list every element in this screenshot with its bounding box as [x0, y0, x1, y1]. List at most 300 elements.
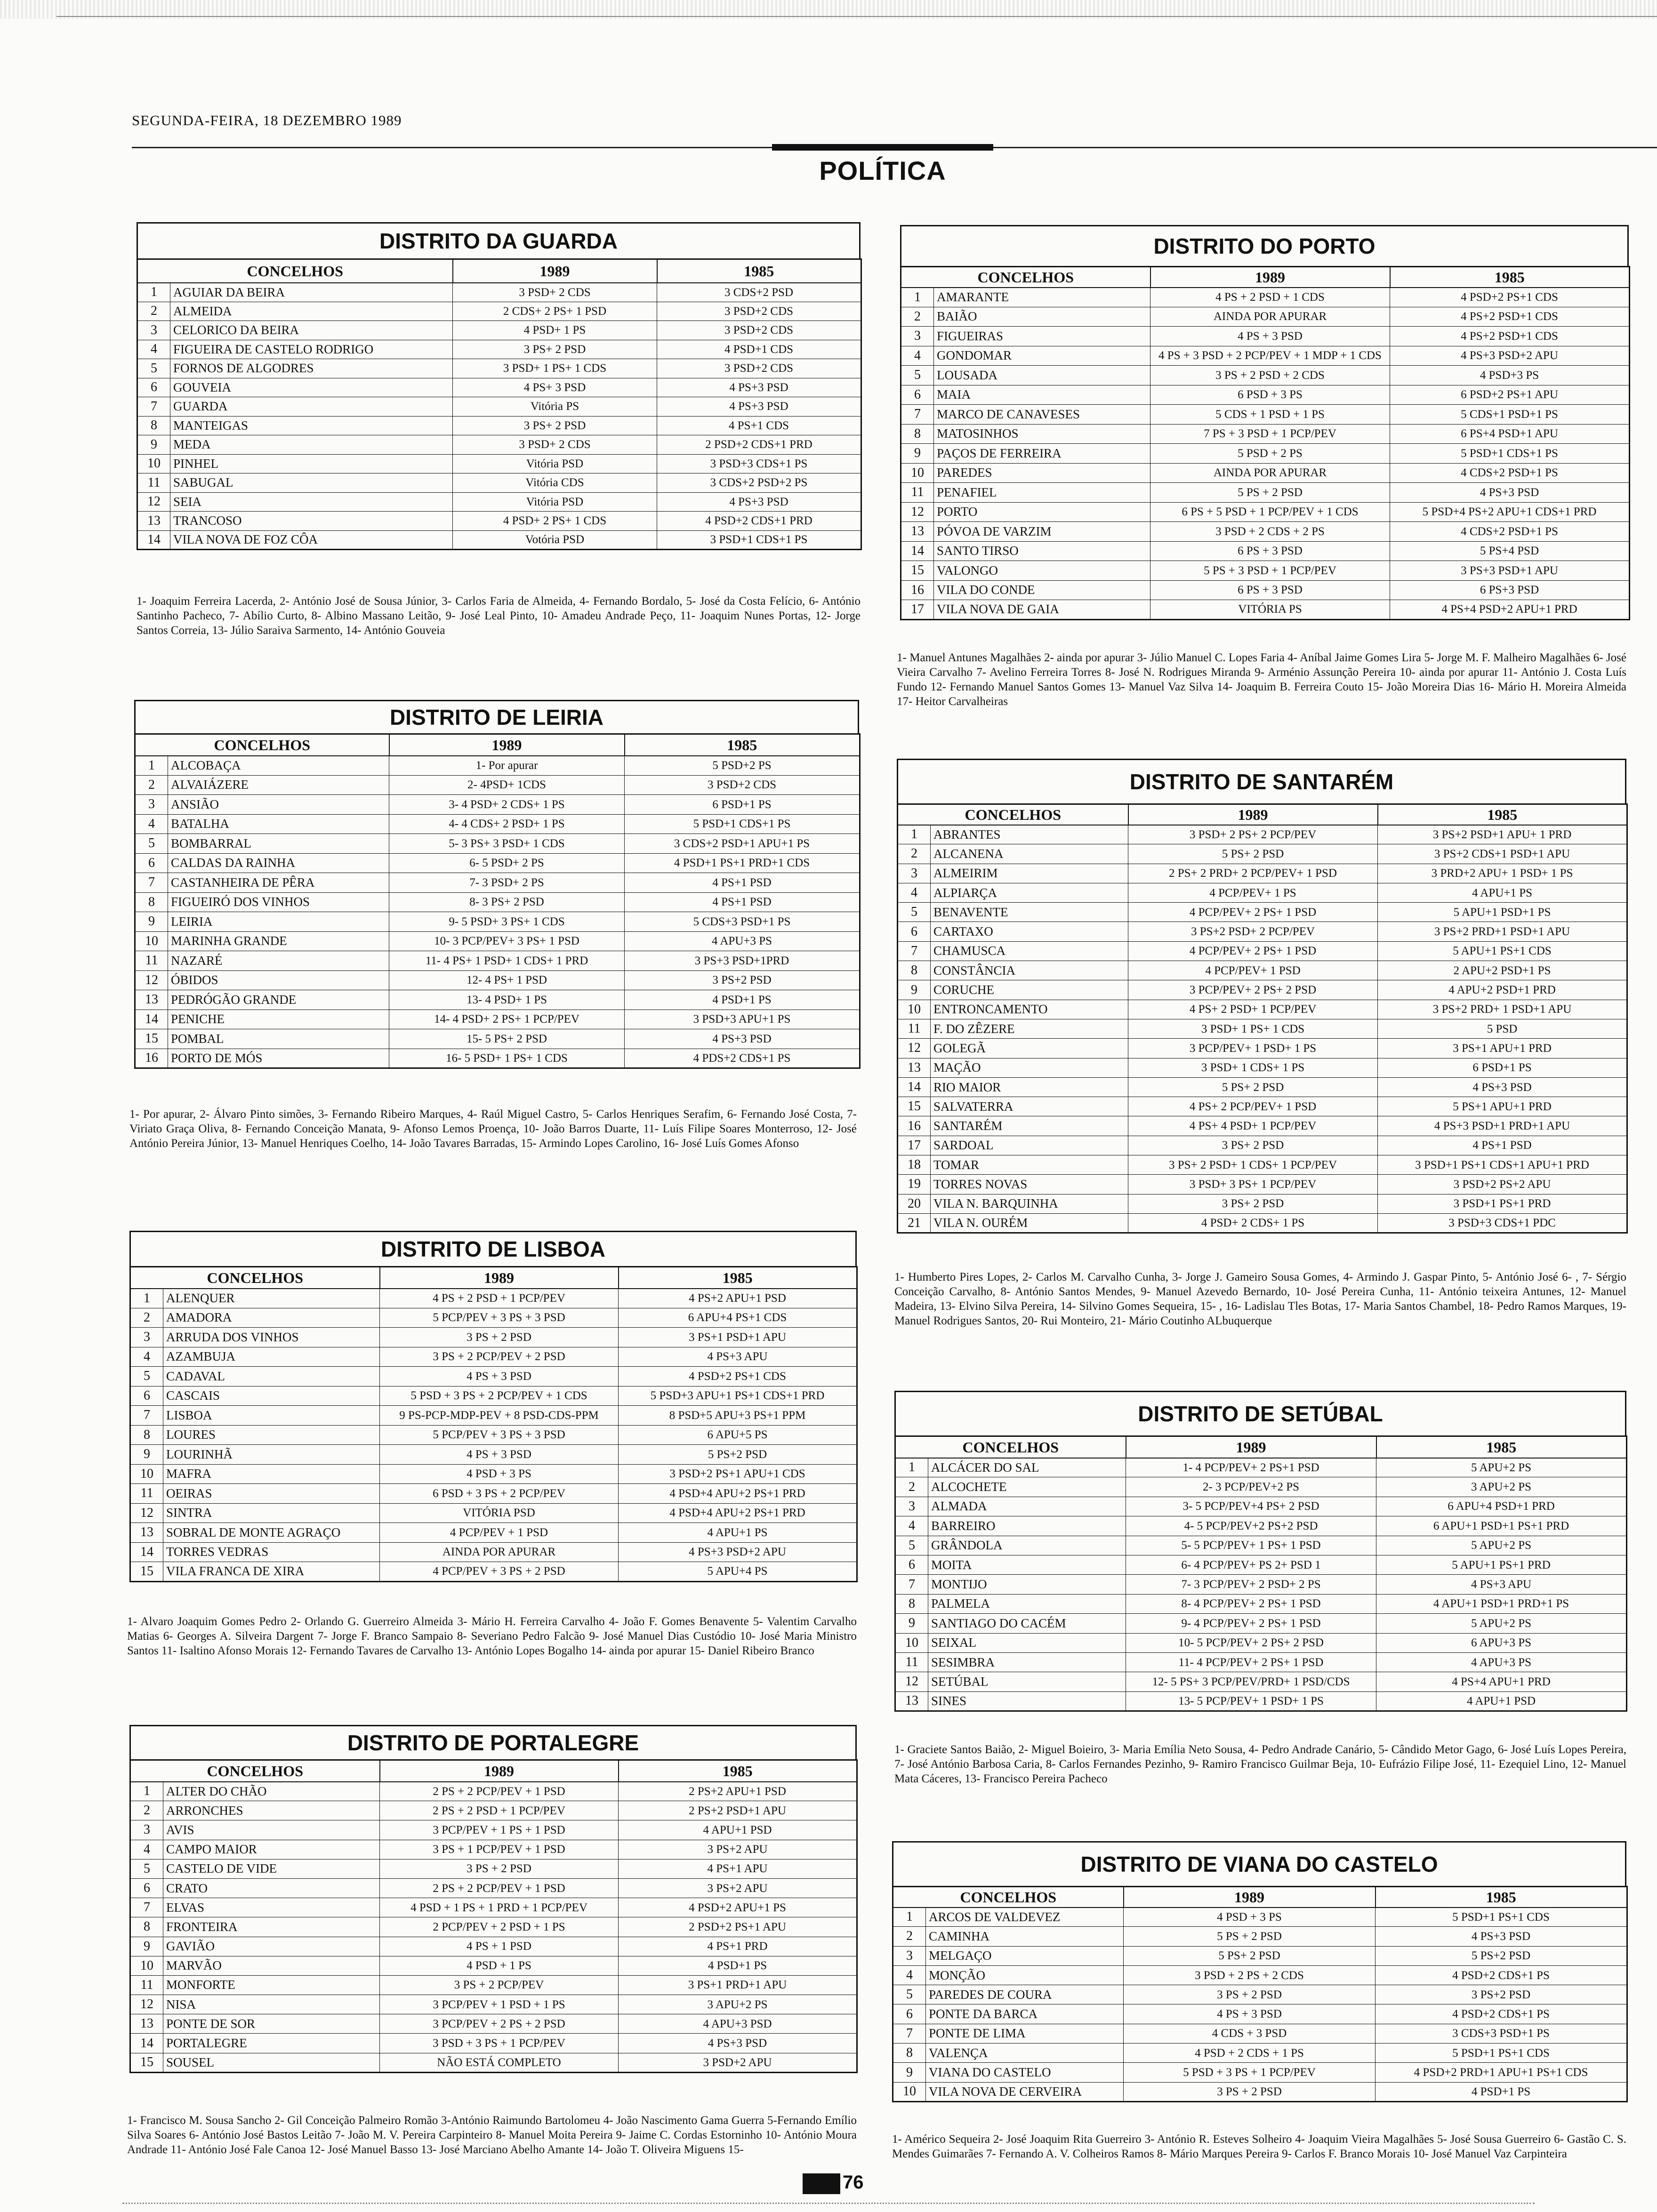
result-1985: 3 PSD+2 PS+2 APU — [1378, 1175, 1627, 1194]
row-number: 12 — [137, 492, 170, 512]
result-1985: 4 PS+1 APU — [619, 1859, 857, 1878]
concelho-name: SETÚBAL — [928, 1672, 1126, 1691]
row-number: 11 — [901, 483, 934, 503]
concelho-name: PALMELA — [928, 1594, 1126, 1613]
table-row — [895, 1575, 1627, 1594]
concelho-name: PONTE DE LIMA — [926, 2024, 1124, 2043]
result-1989: 5 PS+ 2 PSD — [1124, 1946, 1375, 1965]
concelho-name: CHAMUSCA — [931, 941, 1128, 961]
result-1985: 3 PSD+1 CDS+1 PS — [657, 530, 861, 550]
concelho-name: SANTO TIRSO — [934, 541, 1150, 561]
result-1989: 4 PS + 2 PSD + 1 CDS — [1150, 288, 1390, 307]
table-row — [135, 892, 860, 912]
result-1985: 4 PSD+1 PS — [625, 990, 860, 1010]
row-number: 6 — [898, 922, 931, 941]
result-1985: 2 PS+2 PSD+1 APU — [619, 1801, 857, 1820]
result-1989: 11- 4 PS+ 1 PSD+ 1 CDS+ 1 PRD — [389, 951, 625, 971]
result-1989: 3 PS+ 2 PSD+ 1 CDS+ 1 PCP/PEV — [1128, 1155, 1378, 1175]
result-1985: 6 APU+5 PS — [619, 1425, 857, 1445]
result-1989: 4 PS+ 2 PSD+ 1 PCP/PEV — [1128, 1000, 1378, 1019]
result-1985: 5 PS+2 PSD — [619, 1445, 857, 1465]
concelho-name: PAREDES DE COURA — [926, 1985, 1124, 2004]
row-number: 14 — [135, 1010, 168, 1029]
concelho-name: GAVIÃO — [163, 1937, 380, 1956]
table-row — [901, 424, 1630, 444]
table-row — [901, 444, 1630, 464]
concelho-name: CALDAS DA RAINHA — [168, 853, 389, 873]
result-1989: 2 CDS+ 2 PS+ 1 PSD — [453, 302, 657, 321]
concelho-name: MARCO DE CANAVESES — [934, 405, 1150, 425]
concelho-name: ALMEIDA — [170, 302, 453, 321]
concelho-name: RIO MAIOR — [931, 1077, 1128, 1097]
row-number: 6 — [137, 378, 170, 397]
result-1985: 2 PS+2 APU+1 PSD — [619, 1782, 857, 1801]
table-row — [898, 1194, 1627, 1213]
result-1985: 4 PS+3 APU — [619, 1347, 857, 1367]
row-number: 9 — [895, 1614, 928, 1633]
result-1989: 3 PSD+ 1 CDS+ 1 PS — [1128, 1058, 1378, 1077]
row-number: 4 — [901, 346, 934, 366]
concelho-name: ALMADA — [928, 1497, 1126, 1516]
concelho-name: CASTANHEIRA DE PÊRA — [168, 873, 389, 893]
row-number: 5 — [137, 359, 170, 378]
concelho-name: LOUSADA — [934, 366, 1150, 385]
table-row — [901, 405, 1630, 425]
concelho-name: ARRONCHES — [163, 1801, 380, 1820]
concelho-name: ALTER DO CHÃO — [163, 1782, 380, 1801]
row-number: 9 — [137, 435, 170, 455]
results-table — [894, 1435, 1627, 1712]
result-1989: 3 PS + 2 PCP/PEV — [380, 1975, 619, 1995]
th-concelhos: CONCELHOS — [130, 1267, 380, 1289]
result-1985: 4 PS+3 PSD — [657, 397, 861, 417]
row-number: 21 — [898, 1213, 931, 1233]
concelho-name: BATALHA — [168, 814, 389, 834]
result-1989: 7 PS + 3 PSD + 1 PCP/PEV — [1150, 424, 1390, 444]
row-number: 3 — [130, 1328, 163, 1347]
result-1985: 5 PS+1 APU+1 PRD — [1378, 1097, 1627, 1116]
row-number: 1 — [893, 1907, 926, 1927]
row-number: 9 — [898, 980, 931, 1000]
table-row — [135, 970, 860, 990]
result-1985: 3 PSD+3 APU+1 PS — [625, 1010, 860, 1029]
concelho-name: LISBOA — [163, 1406, 380, 1426]
section-title: POLÍTICA — [819, 156, 946, 185]
row-number: 14 — [130, 1542, 163, 1562]
th-1985: 1985 — [619, 1267, 857, 1289]
result-1985: 3 PS+1 APU+1 PRD — [1378, 1039, 1627, 1058]
table-row — [901, 385, 1630, 405]
result-1985: 4 PS+3 PSD+1 PRD+1 APU — [1378, 1116, 1627, 1136]
row-number: 8 — [895, 1594, 928, 1613]
concelho-name: GONDOMAR — [934, 346, 1150, 366]
result-1989: 3 PCP/PEV+ 1 PSD+ 1 PS — [1128, 1039, 1378, 1058]
row-number: 7 — [135, 873, 168, 893]
row-number: 8 — [137, 416, 170, 435]
result-1985: 4 PSD+2 PRD+1 APU+1 PS+1 CDS — [1375, 2063, 1627, 2082]
result-1985: 4 APU+1 PSD+1 PRD+1 PS — [1376, 1594, 1627, 1613]
table-row — [137, 397, 861, 417]
result-1989: 2 PS + 2 PSD + 1 PCP/PEV — [380, 1801, 619, 1820]
result-1985: 4 PS+3 PSD — [657, 378, 861, 397]
result-1989: 4 PCP/PEV+ 2 PS+ 1 PSD — [1128, 903, 1378, 922]
result-1989: 3 PS+ 2 PSD — [453, 416, 657, 435]
table-row — [130, 1406, 857, 1426]
concelho-name: CRATO — [163, 1878, 380, 1898]
concelho-name: ALCOCHETE — [928, 1477, 1126, 1497]
table-row — [901, 327, 1630, 346]
result-1989: 3 PSD + 2 CDS + 2 PS — [1150, 522, 1390, 542]
result-1989: 4 PS + 3 PSD + 2 PCP/PEV + 1 MDP + 1 CDS — [1150, 346, 1390, 366]
concelho-name: CADAVAL — [163, 1367, 380, 1387]
result-1985: 4 PSD+1 PS+1 PRD+1 CDS — [625, 853, 860, 873]
row-number: 10 — [130, 1956, 163, 1975]
result-1989: 3 PSD+ 2 CDS — [453, 435, 657, 455]
table-row — [130, 1956, 857, 1975]
result-1985: 4 PSD+4 APU+2 PS+1 PRD — [619, 1484, 857, 1504]
table-row — [893, 1985, 1627, 2004]
row-number: 4 — [130, 1347, 163, 1367]
result-1989: 8- 4 PCP/PEV+ 2 PS+ 1 PSD — [1126, 1594, 1376, 1613]
result-1985: 5 APU+2 PS — [1376, 1614, 1627, 1633]
concelho-name: VILA N. OURÉM — [931, 1213, 1128, 1233]
result-1985: 4 PS+3 PSD — [1378, 1077, 1627, 1097]
result-1989: 6- 5 PSD+ 2 PS — [389, 853, 625, 873]
table-row — [137, 492, 861, 512]
row-number: 15 — [130, 1562, 163, 1582]
concelho-name: MAÇÃO — [931, 1058, 1128, 1077]
result-1985: 4 PS+3 PSD+2 APU — [619, 1542, 857, 1562]
result-1989: 3 PS+ 2 PSD — [1128, 1136, 1378, 1155]
result-1989: 2 PCP/PEV + 2 PSD + 1 PS — [380, 1917, 619, 1937]
table-header-row — [130, 1267, 857, 1289]
result-1989: 1- 4 PCP/PEV+ 2 PS+1 PSD — [1126, 1458, 1376, 1477]
concelho-name: GRÂNDOLA — [928, 1536, 1126, 1555]
result-1985: 3 PSD+2 CDS — [657, 359, 861, 378]
result-1989: 4 PCP/PEV+ 2 PS+ 1 PSD — [1128, 941, 1378, 961]
table-row — [137, 416, 861, 435]
result-1989: 5 PCP/PEV + 3 PS + 3 PSD — [380, 1308, 619, 1328]
table-row — [898, 961, 1627, 980]
result-1989: 2 PS+ 2 PRD+ 2 PCP/PEV+ 1 PSD — [1128, 864, 1378, 883]
result-1989: 8- 3 PS+ 2 PSD — [389, 892, 625, 912]
result-1985: 3 PS+2 PSD+1 APU+ 1 PRD — [1378, 825, 1627, 844]
result-1989: 4 PSD + 1 PS — [380, 1956, 619, 1975]
result-1989: 5 PCP/PEV + 3 PS + 3 PSD — [380, 1425, 619, 1445]
table-row — [895, 1614, 1627, 1633]
result-1989: Vitória PSD — [453, 454, 657, 473]
table-row — [137, 340, 861, 359]
table-row — [135, 853, 860, 873]
table-row — [137, 473, 861, 493]
concelho-name: AVIS — [163, 1820, 380, 1840]
table-row — [135, 1029, 860, 1049]
concelho-name: PEDRÓGÃO GRANDE — [168, 990, 389, 1010]
table-row — [893, 2063, 1627, 2082]
result-1989: 3 PS+2 PSD+ 2 PCP/PEV — [1128, 922, 1378, 941]
row-number: 8 — [893, 2044, 926, 2063]
result-1985: 5 PSD+1 CDS+1 PS — [625, 814, 860, 834]
result-1985: 3 APU+2 PS — [1376, 1477, 1627, 1497]
table-row — [901, 561, 1630, 581]
result-1989: 3 PS + 2 PSD — [1124, 1985, 1375, 2004]
row-number: 6 — [895, 1555, 928, 1574]
table-row — [895, 1458, 1627, 1477]
result-1989: 4 PS+ 2 PCP/PEV+ 1 PSD — [1128, 1097, 1378, 1116]
result-1985: 3 PS+3 PSD+1PRD — [625, 951, 860, 971]
result-1989: 6 PS + 3 PSD — [1150, 580, 1390, 600]
th-concelhos: CONCELHOS — [901, 267, 1150, 288]
concelho-name: VILA DO CONDE — [934, 580, 1150, 600]
result-1985: 3 PSD+2 CDS — [625, 775, 860, 795]
concelho-name: MAFRA — [163, 1464, 380, 1484]
table-header-row — [901, 267, 1630, 288]
result-1989: Votória PSD — [453, 530, 657, 550]
row-number: 2 — [895, 1477, 928, 1497]
table-row — [130, 1995, 857, 2014]
result-1985: 4 PS+3 PSD — [1375, 1927, 1627, 1946]
row-number: 9 — [130, 1445, 163, 1465]
result-1989: 5- 5 PCP/PEV+ 1 PS+ 1 PSD — [1126, 1536, 1376, 1555]
concelho-name: ABRANTES — [931, 825, 1128, 844]
result-1985: 5 PSD+1 PS+1 CDS — [1375, 2044, 1627, 2063]
table-row — [130, 2034, 857, 2053]
concelho-name: PAREDES — [934, 463, 1150, 483]
table-row — [898, 922, 1627, 941]
concelho-name: CORUCHE — [931, 980, 1128, 1000]
result-1989: 4- 4 CDS+ 2 PSD+ 1 PS — [389, 814, 625, 834]
concelho-name: GOUVEIA — [170, 378, 453, 397]
result-1985: 6 PSD+2 PS+1 APU — [1390, 385, 1630, 405]
result-1985: 3 PS+2 APU — [619, 1878, 857, 1898]
row-number: 6 — [135, 853, 168, 873]
th-1985: 1985 — [1376, 1436, 1627, 1458]
concelho-name: SABUGAL — [170, 473, 453, 493]
row-number: 10 — [130, 1464, 163, 1484]
result-1985: 4 APU+1 PS — [619, 1523, 857, 1543]
th-1985: 1985 — [1375, 1887, 1627, 1907]
row-number: 12 — [135, 970, 168, 990]
result-1985: 5 PSD+4 PS+2 APU+1 CDS+1 PRD — [1390, 502, 1630, 522]
table-row — [130, 2014, 857, 2034]
district-lisboa — [129, 1231, 857, 1582]
row-number: 4 — [893, 1965, 926, 1985]
concelho-name: SESIMBRA — [928, 1652, 1126, 1672]
row-number: 7 — [893, 2024, 926, 2043]
result-1985: 4 PS+3 PSD — [657, 492, 861, 512]
row-number: 1 — [130, 1289, 163, 1308]
row-number: 6 — [130, 1386, 163, 1406]
result-1985: 6 APU+3 PS — [1376, 1633, 1627, 1652]
result-1985: 3 CDS+3 PSD+1 PS — [1375, 2024, 1627, 2043]
row-number: 17 — [901, 600, 934, 620]
th-1989: 1989 — [453, 259, 657, 283]
concelho-name: TRANCOSO — [170, 512, 453, 531]
concelho-name: LOURINHÃ — [163, 1445, 380, 1465]
concelho-name: MAIA — [934, 385, 1150, 405]
result-1989: 4 PSD+ 1 PS — [453, 321, 657, 340]
row-number: 13 — [895, 1691, 928, 1711]
row-number: 13 — [137, 512, 170, 531]
district-title: DISTRITO DE PORTALEGRE — [129, 1725, 857, 1759]
notes-setubal: 1- Graciete Santos Baião, 2- Miguel Boieiro, 3- Maria Emília Neto Sousa, 4- Pedro Andrade Canário, 5- Cândido Metor Gago, 6- José Luís Lopes Pereira, 7- José António Barbosa Caria, 8- Carlos Fernandes Pezinho, 9- Ramiro Francisco Guilmar Beja, 10- Eufrázio Filipe José, 11- Ezequiel Lino, 12- Manuel Mata Cáceres, 13- Francisco Pereira Pacheco — [894, 1743, 1626, 1785]
result-1989: 4 PSD+ 2 CDS+ 1 PS — [1128, 1213, 1378, 1233]
row-number: 9 — [135, 912, 168, 932]
table-row — [895, 1536, 1627, 1555]
result-1985: 4 PS+1 CDS — [657, 416, 861, 435]
result-1985: 5 APU+1 PS+1 CDS — [1378, 941, 1627, 961]
result-1985: 4 PS+2 APU+1 PSD — [619, 1289, 857, 1308]
result-1989: VITÓRIA PSD — [380, 1503, 619, 1523]
concelho-name: VILA NOVA DE FOZ CÔA — [170, 530, 453, 550]
table-row — [895, 1691, 1627, 1711]
result-1989: 4 PS + 2 PSD + 1 PCP/PEV — [380, 1289, 619, 1308]
result-1989: 6 PSD + 3 PS + 2 PCP/PEV — [380, 1484, 619, 1504]
row-number: 1 — [895, 1458, 928, 1477]
concelho-name: BAIÃO — [934, 307, 1150, 327]
table-row — [130, 1367, 857, 1387]
district-setubal — [894, 1391, 1626, 1712]
table-row — [130, 1425, 857, 1445]
table-row — [130, 1820, 857, 1840]
district-leiria — [134, 700, 859, 1069]
result-1989: 13- 5 PCP/PEV+ 1 PSD+ 1 PS — [1126, 1691, 1376, 1711]
result-1989: 5 PS + 2 PSD — [1124, 1927, 1375, 1946]
concelho-name: AGUIAR DA BEIRA — [170, 283, 453, 302]
row-number: 10 — [901, 463, 934, 483]
result-1985: 3 PSD+2 APU — [619, 2053, 857, 2072]
row-number: 10 — [895, 1633, 928, 1652]
table-row — [898, 1116, 1627, 1136]
table-row — [137, 302, 861, 321]
result-1985: 4 APU+3 PS — [625, 931, 860, 951]
table-row — [898, 1097, 1627, 1116]
concelho-name: MELGAÇO — [926, 1946, 1124, 1965]
district-guarda — [137, 222, 861, 550]
row-number: 15 — [898, 1097, 931, 1116]
result-1985: 3 PSD+3 CDS+1 PS — [657, 454, 861, 473]
table-row — [901, 288, 1630, 307]
table-row — [137, 454, 861, 473]
concelho-name: CASCAIS — [163, 1386, 380, 1406]
table-header-row — [893, 1887, 1627, 1907]
district-title: DISTRITO DE SANTARÉM — [897, 759, 1626, 803]
result-1989: 4 PCP/PEV+ 1 PS — [1128, 883, 1378, 902]
row-number: 14 — [137, 530, 170, 550]
table-row — [895, 1477, 1627, 1497]
result-1985: 3 CDS+2 PSD+1 APU+1 PS — [625, 834, 860, 854]
row-number: 4 — [135, 814, 168, 834]
result-1985: 4 APU+3 PSD — [619, 2014, 857, 2034]
concelho-name: BARREIRO — [928, 1516, 1126, 1536]
newspaper-logo-icon — [803, 2173, 840, 2194]
result-1989: 3 PS+ 2 PSD — [453, 340, 657, 359]
row-number: 9 — [130, 1937, 163, 1956]
result-1985: 6 PS+4 PSD+1 APU — [1390, 424, 1630, 444]
result-1985: 4 PS+4 APU+1 PRD — [1376, 1672, 1627, 1691]
result-1985: 4 PS+1 PSD — [625, 892, 860, 912]
row-number: 8 — [135, 892, 168, 912]
row-number: 13 — [130, 2014, 163, 2034]
result-1989: 11- 4 PCP/PEV+ 2 PS+ 1 PSD — [1126, 1652, 1376, 1672]
result-1989: 4 PS + 3 PSD — [1124, 2004, 1375, 2024]
concelho-name: NISA — [163, 1995, 380, 2014]
result-1989: 6 PS + 3 PSD — [1150, 541, 1390, 561]
result-1985: 5 APU+1 PS+1 PRD — [1376, 1555, 1627, 1574]
row-number: 10 — [135, 931, 168, 951]
table-row — [130, 1503, 857, 1523]
result-1985: 4 APU+1 PSD — [1376, 1691, 1627, 1711]
concelho-name: ALCÁCER DO SAL — [928, 1458, 1126, 1477]
concelho-name: SALVATERRA — [931, 1097, 1128, 1116]
table-row — [895, 1594, 1627, 1613]
concelho-name: MARINHA GRANDE — [168, 931, 389, 951]
result-1989: 3 PSD + 3 PS + 1 PCP/PEV — [380, 2034, 619, 2053]
table-row — [130, 1328, 857, 1347]
row-number: 12 — [901, 502, 934, 522]
concelho-name: CASTELO DE VIDE — [163, 1859, 380, 1878]
table-row — [135, 1049, 860, 1068]
table-row — [137, 512, 861, 531]
row-number: 6 — [893, 2004, 926, 2024]
result-1985: 5 PS+4 PSD — [1390, 541, 1630, 561]
concelho-name: BENAVENTE — [931, 903, 1128, 922]
result-1985: 3 PS+2 PRD+1 PSD+1 APU — [1378, 922, 1627, 941]
table-row — [893, 1965, 1627, 1985]
concelho-name: SOBRAL DE MONTE AGRAÇO — [163, 1523, 380, 1543]
concelho-name: PENAFIEL — [934, 483, 1150, 503]
result-1985: 3 PSD+3 CDS+1 PDC — [1378, 1213, 1627, 1233]
table-row — [130, 1523, 857, 1543]
row-number: 1 — [901, 288, 934, 307]
result-1985: 3 PRD+2 APU+ 1 PSD+ 1 PS — [1378, 864, 1627, 883]
notes-porto: 1- Manuel Antunes Magalhães 2- ainda por apurar 3- Júlio Manuel C. Lopes Faria 4- Aníbal Jaime Gomes Lira 5- Jorge M. F. Malheiro Magalhães 6- José Vieira Carvalho 7- Avelino Ferreira Torres 8- José N. Rodrigues Miranda 9- Arménio Assunção Pereira 10- ainda por apurar 11- António J. Costa Luís Fundo 12- Fernando Manuel Santos Gomes 13- Manuel Vaz Silva 14- Joaquim B. Ferreira Couto 15- João Moreira Dias 16- Mário H. Moreira Almeida 17- Heitor Carvalheiras — [897, 651, 1626, 708]
th-concelhos: CONCELHOS — [137, 259, 453, 283]
result-1985: 4 PDS+2 CDS+1 PS — [625, 1049, 860, 1068]
row-number: 4 — [130, 1840, 163, 1859]
notes-leiria: 1- Por apurar, 2- Álvaro Pinto simões, 3- Fernando Ribeiro Marques, 4- Raúl Miguel Castro, 5- Carlos Henriques Serafim, 6- Fernando José Costa, 7- Viriato Graça Oliva, 8- Fernando Conceição Manata, 9- Afonso Lemos Proença, 10- João Barros Duarte, 11- Luís Filipe Soares Monterroso, 12- José António Pereira Júnior, 13- Manuel Henriques Coelho, 14- João Tavares Barradas, 15- Armindo Lopes Carolino, 16- José Luís Gomes Afonso — [129, 1108, 857, 1150]
result-1985: 4 PS+3 PSD+2 APU — [1390, 346, 1630, 366]
row-number: 7 — [901, 405, 934, 425]
result-1989: AINDA POR APURAR — [1150, 307, 1390, 327]
result-1985: 4 PSD+1 PS — [619, 1956, 857, 1975]
table-row — [898, 883, 1627, 902]
result-1989: 10- 3 PCP/PEV+ 3 PS+ 1 PSD — [389, 931, 625, 951]
row-number: 5 — [898, 903, 931, 922]
result-1985: 3 PS+2 PRD+ 1 PSD+1 APU — [1378, 1000, 1627, 1019]
table-row — [130, 1898, 857, 1917]
result-1989: 3 PCP/PEV+ 2 PS+ 2 PSD — [1128, 980, 1378, 1000]
result-1989: Vitória PS — [453, 397, 657, 417]
concelho-name: ÓBIDOS — [168, 970, 389, 990]
concelho-name: LEIRIA — [168, 912, 389, 932]
result-1989: 4 PS + 1 PSD — [380, 1937, 619, 1956]
result-1985: 2 PSD+2 CDS+1 PRD — [657, 435, 861, 455]
results-table — [129, 1759, 858, 2073]
result-1989: 4 PS+ 4 PSD+ 1 PCP/PEV — [1128, 1116, 1378, 1136]
result-1989: 3 PSD+ 1 PS+ 1 CDS — [1128, 1019, 1378, 1038]
result-1989: 16- 5 PSD+ 1 PS+ 1 CDS — [389, 1049, 625, 1068]
result-1989: 2 PS + 2 PCP/PEV + 1 PSD — [380, 1878, 619, 1898]
result-1985: 3 PSD+2 CDS — [657, 302, 861, 321]
result-1985: 4 PS+3 PSD — [1390, 483, 1630, 503]
result-1989: 3 PCP/PEV + 2 PS + 2 PSD — [380, 2014, 619, 2034]
row-number: 2 — [130, 1308, 163, 1328]
result-1989: 3 PS+ 2 PSD — [1128, 1194, 1378, 1213]
table-row — [130, 1386, 857, 1406]
district-title: DISTRITO DA GUARDA — [137, 222, 861, 258]
concelho-name: TOMAR — [931, 1155, 1128, 1175]
